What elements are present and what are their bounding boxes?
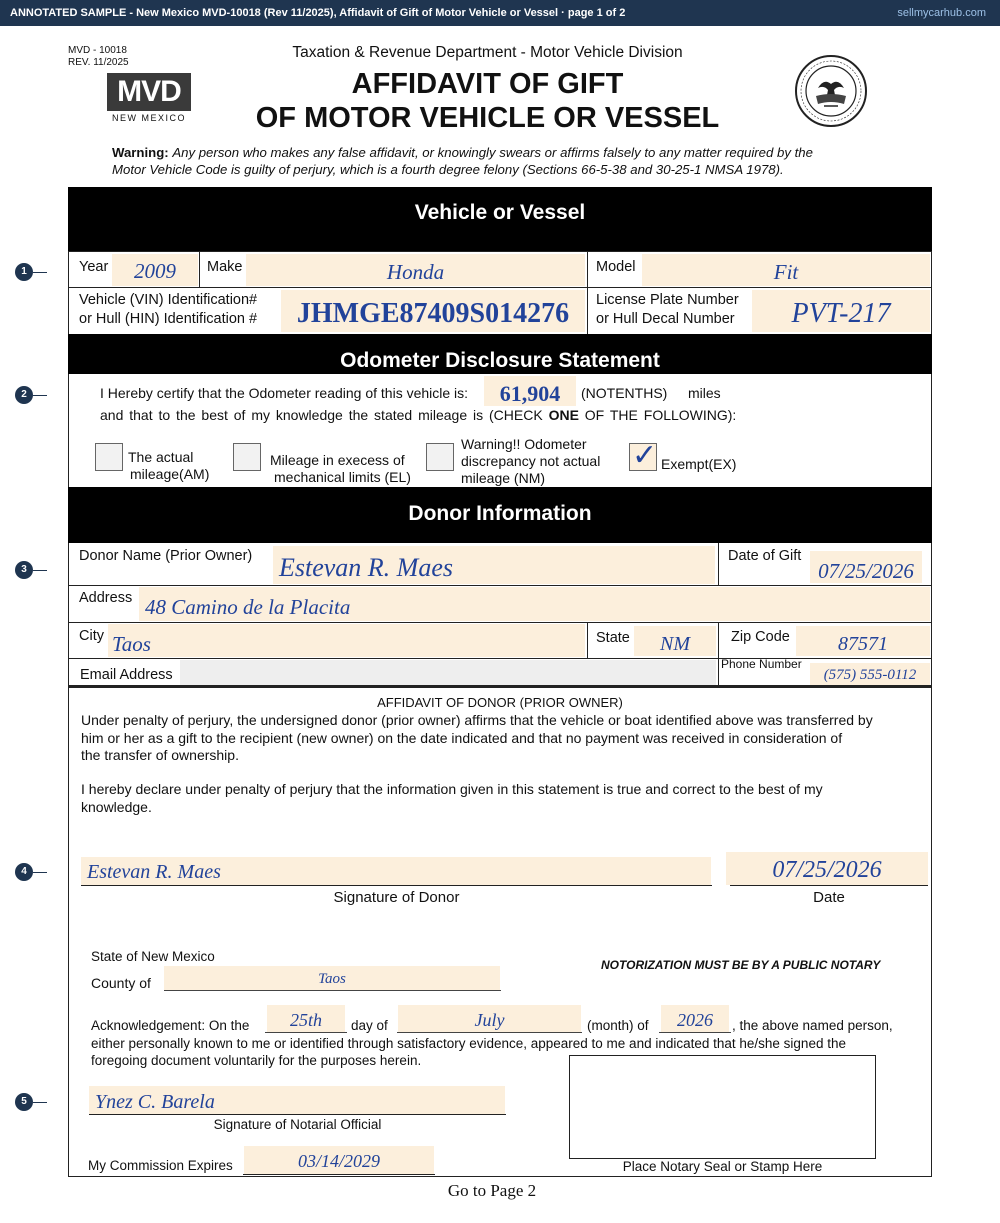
annotation-banner	[0, 0, 1000, 26]
odometer-reading-field[interactable]: 61,904	[484, 376, 576, 406]
check-icon: ✓	[632, 438, 658, 473]
exempt-label: Exempt(EX)	[661, 456, 737, 472]
divider	[718, 622, 719, 686]
county-field[interactable]: Taos	[164, 966, 500, 990]
ack-line	[397, 1032, 582, 1033]
vehicle-section-header: Vehicle or Vessel	[68, 187, 932, 251]
divider	[68, 658, 932, 659]
donor-date-label: Date	[813, 889, 845, 906]
plate-field[interactable]: PVT-217	[752, 290, 930, 332]
ack-line	[265, 1032, 347, 1033]
mvd-logo: MVD	[107, 73, 191, 111]
divider	[68, 585, 932, 586]
marker-connector	[33, 1102, 47, 1103]
banner-title: ANNOTATED SAMPLE - New Mexico MVD-10018 (Rev 11/2025), Affidavit of Gift of Motor Vehicle or Vessel · page 1 of 2	[10, 7, 626, 19]
page-title-line1: AFFIDAVIT OF GIFT	[351, 68, 624, 100]
email-field[interactable]	[180, 660, 716, 685]
signature-line	[81, 885, 712, 886]
odometer-certify-text: I Hereby certify that the Odometer reading of this vehicle is:	[100, 385, 469, 401]
year-field[interactable]: 2009	[112, 254, 198, 286]
notenths-label: (NOTENTHS)	[581, 385, 668, 401]
commission-line	[243, 1174, 435, 1175]
donor-name-field[interactable]: Estevan R. Maes	[273, 546, 715, 584]
affidavit-title: AFFIDAVIT OF DONOR (PRIOR OWNER)	[377, 695, 623, 710]
divider	[68, 685, 932, 688]
email-label: Email Address	[80, 667, 173, 683]
zip-code-label: Zip Code	[731, 629, 790, 645]
ack-month-field[interactable]: July	[398, 1005, 581, 1032]
exempt-checkbox[interactable]	[629, 438, 658, 473]
page-title-line2: OF MOTOR VEHICLE OR VESSEL	[255, 102, 720, 134]
annotation-marker-1: 1	[15, 263, 33, 281]
odometer-discrepancy-checkbox[interactable]	[426, 443, 454, 471]
exceeds-limits-checkbox[interactable]	[233, 443, 261, 471]
next-page-link[interactable]: Go to Page 2	[447, 1181, 537, 1200]
affidavit-paragraph-1: Under penalty of perjury, the undersigned donor (prior owner) affirms that the vehicle or boat identified above was transferred by him or her as a gift to the recipient (new owner) on the date indicated and that no payment was received in consideration of the transfer of ownership.	[81, 712, 873, 763]
marker-connector	[33, 570, 47, 571]
date-of-gift-label: Date of Gift	[728, 548, 802, 564]
commission-expires-field[interactable]: 03/14/2029	[244, 1146, 434, 1174]
zip-code-field[interactable]: 87571	[796, 626, 930, 656]
notary-requirement: NOTORIZATION MUST BE BY A PUBLIC NOTARY	[601, 958, 881, 972]
annotation-marker-4: 4	[15, 863, 33, 881]
divider	[68, 251, 932, 252]
annotation-marker-2: 2	[15, 386, 33, 404]
acknowledgement-label: Acknowledgement: On the	[91, 1018, 250, 1033]
acknowledgement-text: either personally known to me or identified through satisfactory evidence, appeared to me and indicated that he/she signed the foregoing document voluntarily for the purposes herein.	[91, 1036, 846, 1068]
signature-line	[89, 1114, 506, 1115]
day-of-label: day of	[351, 1018, 388, 1033]
mvd-logo-subtitle: NEW MEXICO	[111, 113, 186, 123]
miles-label: miles	[688, 385, 721, 401]
notary-state: State of New Mexico	[91, 949, 215, 964]
commission-label: My Commission Expires	[88, 1158, 233, 1173]
actual-mileage-label: The actual mileage(AM)	[128, 449, 210, 482]
divider	[587, 622, 588, 658]
ack-line	[659, 1032, 731, 1033]
address-label: Address	[79, 590, 133, 606]
form-number: MVD - 10018 REV. 11/2025	[68, 45, 129, 68]
city-field[interactable]: Taos	[108, 624, 585, 657]
address-field[interactable]: 48 Camino de la Placita	[139, 587, 930, 621]
divider	[68, 287, 932, 288]
divider	[68, 622, 932, 623]
donor-signature-date-field[interactable]: 07/25/2026	[726, 852, 928, 885]
divider	[718, 543, 719, 585]
perjury-warning: Warning: Any person who makes any false affidavit, or knowingly swears or affirms falsely to any matter required by the Motor Vehicle Code is guilty of perjury, which is a fourth degree felony (Sections 66-5-38 and 30-25-1 NMSA 1978).	[112, 145, 813, 177]
odometer-section-header: Odometer Disclosure Statement	[68, 334, 932, 374]
donor-section-header: Donor Information	[68, 487, 932, 543]
marker-connector	[33, 872, 47, 873]
notary-seal-box[interactable]	[569, 1055, 876, 1159]
divider	[587, 251, 588, 334]
state-label: State	[596, 630, 630, 646]
phone-field[interactable]: (575) 555-0112	[810, 663, 930, 685]
donor-signature-label: Signature of Donor	[333, 889, 460, 906]
donor-name-label: Donor Name (Prior Owner)	[79, 548, 253, 564]
ack-year-field[interactable]: 2026	[661, 1005, 729, 1032]
state-seal-icon	[794, 54, 868, 128]
odometer-check-instruction: and that to the best of my knowledge the stated mileage is (CHECK ONE OF THE FOLLOWING):	[100, 407, 737, 423]
exceeds-limits-label: Mileage in execess of mechanical limits (EL)	[270, 452, 411, 485]
city-label: City	[79, 628, 104, 644]
annotation-marker-3: 3	[15, 561, 33, 579]
notary-seal-label: Place Notary Seal or Stamp Here	[622, 1159, 823, 1174]
donor-signature-field[interactable]: Estevan R. Maes	[81, 857, 711, 885]
date-of-gift-field[interactable]: 07/25/2026	[810, 551, 922, 583]
actual-mileage-checkbox[interactable]	[95, 443, 123, 471]
department-name: Taxation & Revenue Department - Motor Vehicle Division	[292, 44, 683, 61]
ack-tail: , the above named person,	[732, 1018, 893, 1033]
affidavit-paragraph-2: I hereby declare under penalty of perjury that the information given in this statement is true and correct to the best of my knowledge.	[81, 781, 823, 815]
vin-label: Vehicle (VIN) Identification# or Hull (HIN) Identification #	[79, 292, 258, 327]
model-label: Model	[596, 259, 636, 275]
odometer-discrepancy-label: Warning!! Odometer discrepancy not actual mileage (NM)	[461, 436, 601, 486]
marker-connector	[33, 395, 47, 396]
county-line	[164, 990, 501, 991]
notary-signature-label: Signature of Notarial Official	[213, 1117, 382, 1132]
state-seal	[794, 54, 868, 128]
vin-field[interactable]: JHMGE87409S014276	[281, 290, 585, 332]
state-field[interactable]: NM	[634, 626, 716, 656]
month-of-label: (month) of	[587, 1018, 649, 1033]
plate-label: License Plate Number or Hull Decal Number	[596, 292, 739, 327]
phone-label: Phone Number	[721, 657, 802, 671]
year-label: Year	[79, 259, 109, 275]
make-field[interactable]: Honda	[246, 254, 585, 286]
notary-signature-field[interactable]: Ynez C. Barela	[89, 1086, 505, 1114]
make-label: Make	[207, 259, 243, 275]
model-field[interactable]: Fit	[642, 254, 930, 286]
signature-line	[730, 885, 928, 886]
marker-connector	[33, 272, 47, 273]
divider	[199, 251, 200, 287]
county-label: County of	[91, 975, 151, 991]
annotation-marker-5: 5	[15, 1093, 33, 1111]
ack-day-field[interactable]: 25th	[267, 1005, 345, 1032]
banner-site-link[interactable]: sellmycarhub.com	[897, 7, 986, 19]
